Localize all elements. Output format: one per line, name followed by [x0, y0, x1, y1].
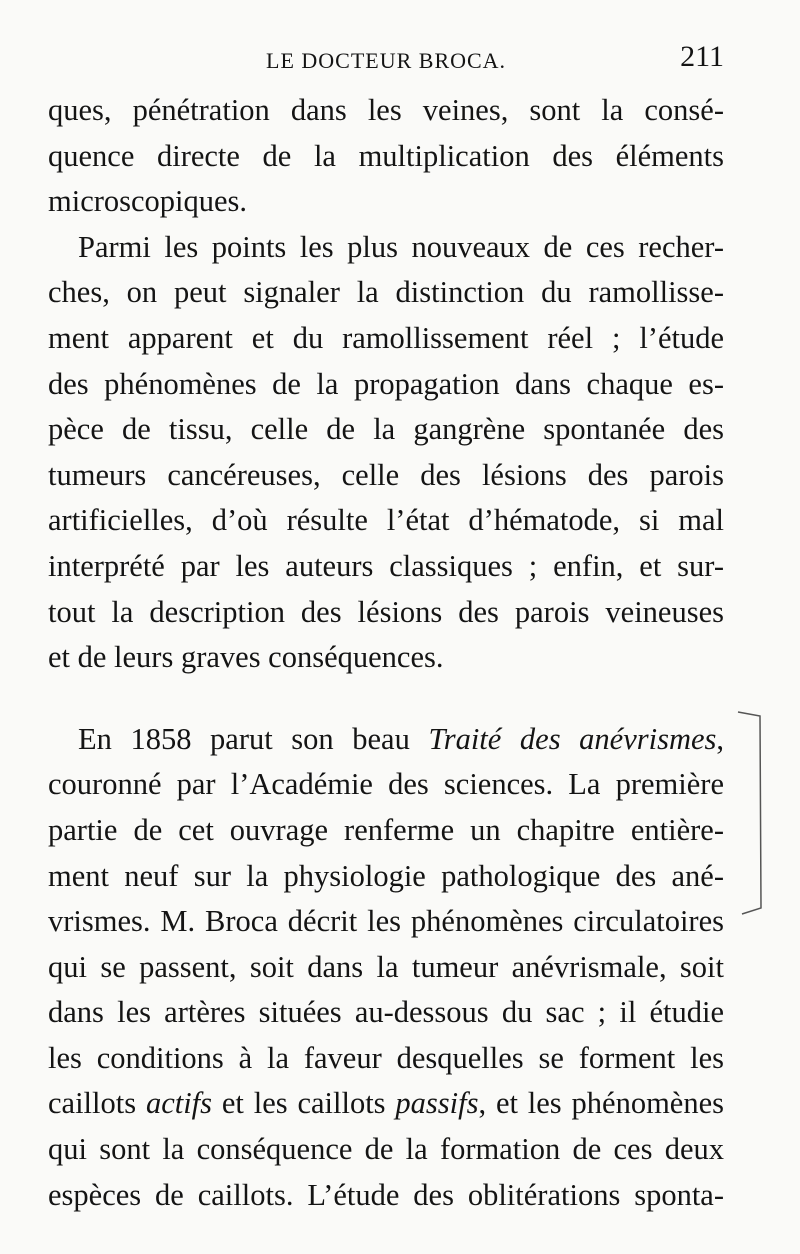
text-line: tumeurs cancéreuses, celle des lésions des parois — [48, 457, 724, 492]
text-line: vrismes. M. Broca décrit les phénomènes circulatoires — [48, 904, 724, 939]
line-text: caillots — [48, 1086, 146, 1121]
text-line: dans les artères situées au-dessous du sac ; il étudie — [48, 995, 724, 1030]
italic-term: actifs — [145, 1086, 213, 1121]
text-line: ches, on peut signaler la distinction du ramollisse- — [48, 275, 724, 310]
text-line: ques, pénétration dans les veines, sont la consé- — [48, 93, 724, 127]
line-text: En 1858 parut son beau — [78, 721, 429, 756]
paragraph-3 — [48, 717, 724, 1219]
text-line: ment neuf sur la physiologie pathologique des ané- — [48, 858, 724, 893]
body-text — [48, 88, 724, 1218]
margin-bracket-mark — [736, 708, 766, 918]
text-line: artificielles, d’où résulte l’état d’hématode, si mal — [48, 503, 724, 538]
page-number: 211 — [680, 40, 724, 73]
line-text: , — [716, 721, 724, 756]
italic-term: passifs — [395, 1086, 479, 1121]
text-line: couronné par l’Académie des sciences. La première — [48, 767, 724, 802]
line-text: et les caillots — [212, 1086, 396, 1121]
text-line: espèces de caillots. L’étude des oblitérations sponta- — [48, 1177, 724, 1212]
text-line: microscopiques. — [48, 184, 248, 219]
text-line: les conditions à la faveur desquelles se forment les — [48, 1040, 724, 1075]
text-line: pèce de tissu, celle de la gangrène spontanée des — [48, 412, 724, 447]
text-line: partie de cet ouvrage renferme un chapitre entière- — [48, 812, 724, 847]
running-head: LE DOCTEUR BROCA. — [266, 48, 507, 73]
text-line: tout la description des lésions des parois veineuses — [48, 594, 724, 629]
text-line — [48, 717, 724, 763]
text-line: Parmi les points les plus nouveaux de ces recher- — [78, 229, 724, 264]
text-line: qui se passent, soit dans la tumeur anévrismale, soit — [48, 949, 724, 984]
text-line: qui sont la conséquence de la formation de ces deux — [48, 1132, 724, 1167]
text-line: ment apparent et du ramollissement réel ; l’étude — [48, 320, 724, 355]
paragraph-spacer — [48, 681, 724, 717]
paragraph-1 — [48, 88, 724, 225]
text-line: interprété par les auteurs classiques ; enfin, et sur- — [48, 548, 724, 583]
page-header — [48, 40, 724, 80]
text-line — [48, 1081, 724, 1127]
line-text: , et les phénomènes — [478, 1086, 724, 1121]
text-line: des phénomènes de la propagation dans chaque es- — [48, 366, 724, 401]
text-line: et de leurs graves conséquences. — [48, 640, 444, 675]
text-line: quence directe de la multiplication des éléments — [48, 138, 724, 173]
paragraph-2 — [48, 225, 724, 681]
book-title: Traité des anévrismes — [428, 721, 717, 756]
